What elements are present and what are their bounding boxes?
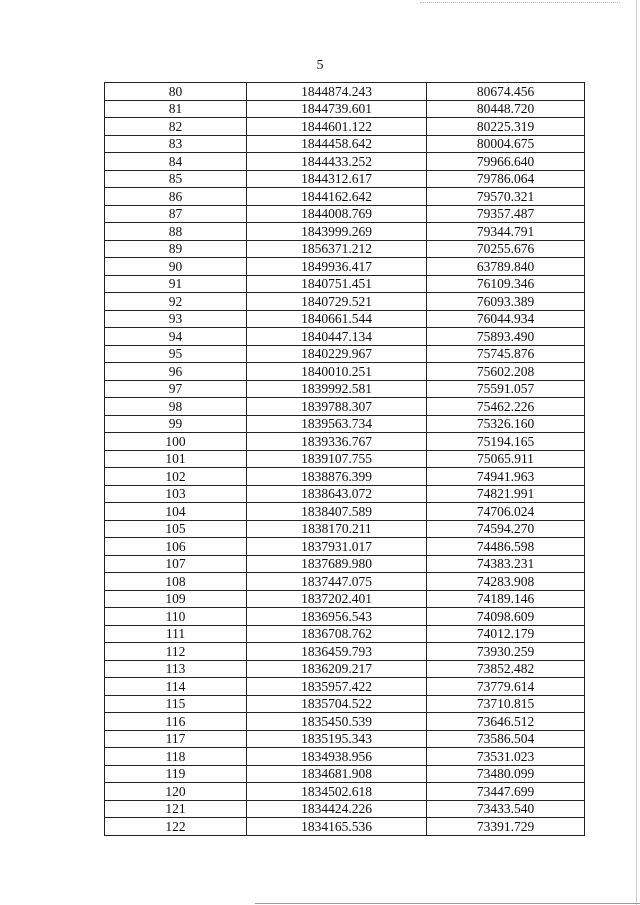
x-coordinate-cell: 1840661.544	[247, 310, 427, 328]
x-coordinate-cell: 1840729.521	[247, 293, 427, 311]
y-coordinate-cell: 79966.640	[427, 153, 585, 171]
x-coordinate-cell: 1844008.769	[247, 205, 427, 223]
y-coordinate-cell: 73391.729	[427, 818, 585, 836]
x-coordinate-cell: 1835957.422	[247, 678, 427, 696]
x-coordinate-cell: 1834165.536	[247, 818, 427, 836]
point-number-cell: 111	[105, 625, 247, 643]
point-number-cell: 92	[105, 293, 247, 311]
table-row	[105, 293, 585, 311]
y-coordinate-cell: 73852.482	[427, 660, 585, 678]
table-row	[105, 83, 585, 101]
point-number-cell: 87	[105, 205, 247, 223]
table-row	[105, 398, 585, 416]
y-coordinate-cell: 73531.023	[427, 748, 585, 766]
x-coordinate-cell: 1839563.734	[247, 415, 427, 433]
point-number-cell: 108	[105, 573, 247, 591]
table-row	[105, 503, 585, 521]
x-coordinate-cell: 1836956.543	[247, 608, 427, 626]
x-coordinate-cell: 1834681.908	[247, 765, 427, 783]
y-coordinate-cell: 80448.720	[427, 100, 585, 118]
point-number-cell: 102	[105, 468, 247, 486]
x-coordinate-cell: 1838643.072	[247, 485, 427, 503]
x-coordinate-cell: 1836459.793	[247, 643, 427, 661]
point-number-cell: 99	[105, 415, 247, 433]
y-coordinate-cell: 74383.231	[427, 555, 585, 573]
x-coordinate-cell: 1844433.252	[247, 153, 427, 171]
x-coordinate-cell: 1839788.307	[247, 398, 427, 416]
x-coordinate-cell: 1835195.343	[247, 730, 427, 748]
x-coordinate-cell: 1834938.956	[247, 748, 427, 766]
table-row	[105, 153, 585, 171]
point-number-cell: 98	[105, 398, 247, 416]
x-coordinate-cell: 1836209.217	[247, 660, 427, 678]
y-coordinate-cell: 75893.490	[427, 328, 585, 346]
table-row	[105, 258, 585, 276]
table-row	[105, 590, 585, 608]
table-row	[105, 118, 585, 136]
y-coordinate-cell: 80225.319	[427, 118, 585, 136]
x-coordinate-cell: 1844739.601	[247, 100, 427, 118]
table-row	[105, 170, 585, 188]
table-row	[105, 345, 585, 363]
x-coordinate-cell: 1835704.522	[247, 695, 427, 713]
table-row	[105, 415, 585, 433]
y-coordinate-cell: 75462.226	[427, 398, 585, 416]
y-coordinate-cell: 75065.911	[427, 450, 585, 468]
table-row	[105, 748, 585, 766]
y-coordinate-cell: 73447.699	[427, 783, 585, 801]
y-coordinate-cell: 74098.609	[427, 608, 585, 626]
y-coordinate-cell: 76109.346	[427, 275, 585, 293]
point-number-cell: 85	[105, 170, 247, 188]
table-row	[105, 380, 585, 398]
x-coordinate-cell: 1844601.122	[247, 118, 427, 136]
table-row	[105, 433, 585, 451]
x-coordinate-cell: 1844458.642	[247, 135, 427, 153]
table-row	[105, 713, 585, 731]
table-row	[105, 800, 585, 818]
point-number-cell: 91	[105, 275, 247, 293]
point-number-cell: 81	[105, 100, 247, 118]
table-row	[105, 188, 585, 206]
point-number-cell: 101	[105, 450, 247, 468]
x-coordinate-cell: 1844162.642	[247, 188, 427, 206]
y-coordinate-cell: 80674.456	[427, 83, 585, 101]
y-coordinate-cell: 74594.270	[427, 520, 585, 538]
x-coordinate-cell: 1856371.212	[247, 240, 427, 258]
table-row	[105, 818, 585, 836]
y-coordinate-cell: 80004.675	[427, 135, 585, 153]
table-row	[105, 730, 585, 748]
table-row	[105, 625, 585, 643]
point-number-cell: 100	[105, 433, 247, 451]
y-coordinate-cell: 74941.963	[427, 468, 585, 486]
table-row	[105, 205, 585, 223]
point-number-cell: 112	[105, 643, 247, 661]
y-coordinate-cell: 75602.208	[427, 363, 585, 381]
y-coordinate-cell: 73480.099	[427, 765, 585, 783]
table-row	[105, 765, 585, 783]
x-coordinate-cell: 1839107.755	[247, 450, 427, 468]
table-row	[105, 678, 585, 696]
point-number-cell: 84	[105, 153, 247, 171]
page-number: 5	[316, 58, 324, 73]
point-number-cell: 97	[105, 380, 247, 398]
point-number-cell: 82	[105, 118, 247, 136]
point-number-cell: 88	[105, 223, 247, 241]
table-row	[105, 468, 585, 486]
x-coordinate-cell: 1838170.211	[247, 520, 427, 538]
point-number-cell: 106	[105, 538, 247, 556]
point-number-cell: 105	[105, 520, 247, 538]
table-row	[105, 695, 585, 713]
y-coordinate-cell: 75745.876	[427, 345, 585, 363]
y-coordinate-cell: 73646.512	[427, 713, 585, 731]
table-row	[105, 643, 585, 661]
x-coordinate-cell: 1834502.618	[247, 783, 427, 801]
x-coordinate-cell: 1844312.617	[247, 170, 427, 188]
y-coordinate-cell: 79570.321	[427, 188, 585, 206]
y-coordinate-cell: 73586.504	[427, 730, 585, 748]
y-coordinate-cell: 70255.676	[427, 240, 585, 258]
table-row	[105, 223, 585, 241]
y-coordinate-cell: 73433.540	[427, 800, 585, 818]
table-row	[105, 555, 585, 573]
point-number-cell: 113	[105, 660, 247, 678]
point-number-cell: 110	[105, 608, 247, 626]
point-number-cell: 121	[105, 800, 247, 818]
y-coordinate-cell: 74821.991	[427, 485, 585, 503]
table-row	[105, 275, 585, 293]
point-number-cell: 96	[105, 363, 247, 381]
x-coordinate-cell: 1835450.539	[247, 713, 427, 731]
y-coordinate-cell: 76044.934	[427, 310, 585, 328]
point-number-cell: 86	[105, 188, 247, 206]
table-row	[105, 783, 585, 801]
point-number-cell: 93	[105, 310, 247, 328]
point-number-cell: 103	[105, 485, 247, 503]
y-coordinate-cell: 73779.614	[427, 678, 585, 696]
x-coordinate-cell: 1834424.226	[247, 800, 427, 818]
coordinates-table	[104, 82, 585, 836]
table-row	[105, 538, 585, 556]
point-number-cell: 107	[105, 555, 247, 573]
coordinates-table-body	[105, 83, 585, 836]
x-coordinate-cell: 1836708.762	[247, 625, 427, 643]
scan-artifact-bottom	[255, 903, 640, 904]
point-number-cell: 116	[105, 713, 247, 731]
y-coordinate-cell: 75326.160	[427, 415, 585, 433]
y-coordinate-cell: 74486.598	[427, 538, 585, 556]
table-row	[105, 608, 585, 626]
point-number-cell: 90	[105, 258, 247, 276]
x-coordinate-cell: 1837202.401	[247, 590, 427, 608]
scan-artifact-edge	[636, 0, 637, 905]
table-row	[105, 310, 585, 328]
point-number-cell: 122	[105, 818, 247, 836]
y-coordinate-cell: 74012.179	[427, 625, 585, 643]
table-row	[105, 450, 585, 468]
point-number-cell: 118	[105, 748, 247, 766]
y-coordinate-cell: 75194.165	[427, 433, 585, 451]
table-row	[105, 328, 585, 346]
x-coordinate-cell: 1837447.075	[247, 573, 427, 591]
y-coordinate-cell: 79357.487	[427, 205, 585, 223]
x-coordinate-cell: 1843999.269	[247, 223, 427, 241]
y-coordinate-cell: 73710.815	[427, 695, 585, 713]
x-coordinate-cell: 1838876.399	[247, 468, 427, 486]
y-coordinate-cell: 74283.908	[427, 573, 585, 591]
table-row	[105, 573, 585, 591]
x-coordinate-cell: 1837689.980	[247, 555, 427, 573]
point-number-cell: 120	[105, 783, 247, 801]
point-number-cell: 109	[105, 590, 247, 608]
x-coordinate-cell: 1838407.589	[247, 503, 427, 521]
y-coordinate-cell: 73930.259	[427, 643, 585, 661]
x-coordinate-cell: 1839336.767	[247, 433, 427, 451]
y-coordinate-cell: 75591.057	[427, 380, 585, 398]
x-coordinate-cell: 1849936.417	[247, 258, 427, 276]
x-coordinate-cell: 1840010.251	[247, 363, 427, 381]
point-number-cell: 83	[105, 135, 247, 153]
point-number-cell: 114	[105, 678, 247, 696]
table-row	[105, 240, 585, 258]
scan-artifact-top	[420, 2, 620, 3]
point-number-cell: 95	[105, 345, 247, 363]
x-coordinate-cell: 1840751.451	[247, 275, 427, 293]
table-row	[105, 135, 585, 153]
y-coordinate-cell: 76093.389	[427, 293, 585, 311]
table-row	[105, 100, 585, 118]
point-number-cell: 89	[105, 240, 247, 258]
point-number-cell: 80	[105, 83, 247, 101]
x-coordinate-cell: 1839992.581	[247, 380, 427, 398]
y-coordinate-cell: 74706.024	[427, 503, 585, 521]
point-number-cell: 94	[105, 328, 247, 346]
y-coordinate-cell: 79344.791	[427, 223, 585, 241]
x-coordinate-cell: 1840447.134	[247, 328, 427, 346]
point-number-cell: 119	[105, 765, 247, 783]
point-number-cell: 115	[105, 695, 247, 713]
table-row	[105, 520, 585, 538]
y-coordinate-cell: 63789.840	[427, 258, 585, 276]
table-row	[105, 660, 585, 678]
y-coordinate-cell: 79786.064	[427, 170, 585, 188]
x-coordinate-cell: 1837931.017	[247, 538, 427, 556]
y-coordinate-cell: 74189.146	[427, 590, 585, 608]
x-coordinate-cell: 1844874.243	[247, 83, 427, 101]
x-coordinate-cell: 1840229.967	[247, 345, 427, 363]
table-row	[105, 363, 585, 381]
table-row	[105, 485, 585, 503]
point-number-cell: 104	[105, 503, 247, 521]
point-number-cell: 117	[105, 730, 247, 748]
